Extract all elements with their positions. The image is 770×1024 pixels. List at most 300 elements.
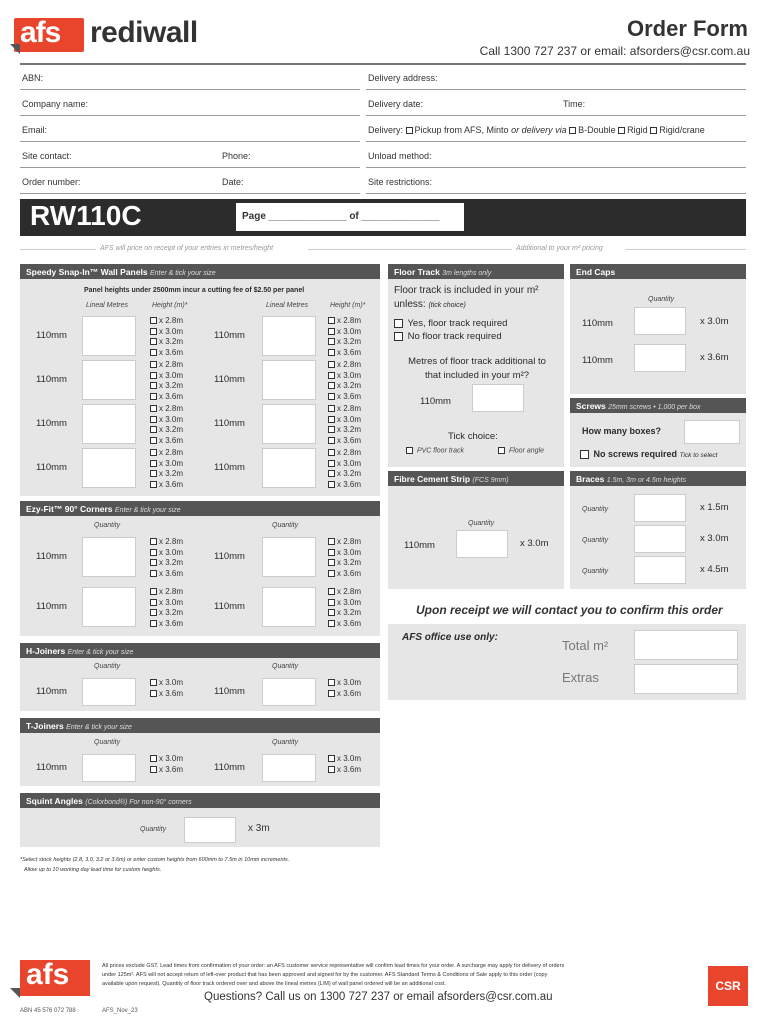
ezy-height-label: x 3.0m [159,597,184,607]
speedy-input[interactable] [262,448,316,488]
pricing-note: Additional to your m² pricing [516,245,603,252]
speedy-height-label: x 3.0m [159,326,184,336]
site-contact-field[interactable] [20,167,360,168]
bdouble-checkbox[interactable] [569,127,576,134]
ezy-height-option [328,558,361,568]
ezy-input[interactable] [82,587,136,627]
speedy-height-option [150,360,183,370]
abn-field[interactable] [20,89,360,90]
speedy-height-label: x 3.2m [337,337,362,346]
speedy-height-option [328,360,361,370]
note-line-left [20,249,96,250]
floor-yes-row [394,318,507,329]
delivery-address-field[interactable] [366,89,746,90]
speedy-height-checkbox[interactable] [328,317,335,324]
speedy-height-checkbox[interactable] [328,426,335,433]
order-number-field[interactable] [20,193,360,194]
ezy-height-label: x 3.0m [337,547,362,557]
floor-q1: Floor track is included in your m² [394,285,539,296]
ezy-input[interactable] [262,537,316,577]
ezy-qty-right: Quantity [272,522,299,529]
speedy-size: 110mm [214,462,245,473]
hj-height-option [150,689,183,699]
product-code: RW110C [30,200,142,231]
speedy-height-checkbox[interactable] [150,405,157,412]
delivery-field-line [366,141,746,142]
speedy-height-checkbox[interactable] [328,481,335,488]
speedy-height-label: x 3.2m [159,337,184,346]
squint-title: Squint Angles [26,796,83,806]
speedy-height-checkbox[interactable] [150,437,157,444]
speedy-height-label: x 3.2m [337,425,362,434]
endcaps-size-2: 110mm [582,355,613,366]
speedy-height-label: x 2.8m [159,360,184,369]
total-label: Total m² [562,638,609,653]
ezy-qty-left: Quantity [94,522,121,529]
speedy-height-label: x 3.0m [337,326,362,336]
unload-label: Unload method: [368,151,432,161]
speedy-input[interactable] [82,360,136,400]
ezy-height-checkbox[interactable] [150,549,157,556]
braces-len-3: x 4.5m [700,564,729,575]
ezy-size: 110mm [36,601,67,612]
speedy-height-option [150,459,183,469]
company-label: Company name: [22,99,89,109]
ezy-height-checkbox[interactable] [328,549,335,556]
rigidcrane-checkbox[interactable] [650,127,657,134]
speedy-height-option [328,459,361,469]
speedy-size: 110mm [214,330,245,341]
speedy-height-option [150,316,183,326]
floor-q2: unless: [394,299,426,310]
hj-title: H-Joiners [26,646,66,656]
speedy-height-checkbox[interactable] [150,361,157,368]
hj-height-label: x 3.0m [159,678,184,687]
speedy-height-checkbox[interactable] [328,338,335,345]
hj-height-label: x 3.6m [159,688,184,698]
speedy-height-checkbox[interactable] [150,317,157,324]
of-label: of [349,211,359,222]
rigidcrane-label: Rigid/crane [659,125,705,135]
ezy-height-checkbox[interactable] [328,538,335,545]
ezy-header [20,501,380,516]
hj-qty-left: Quantity [94,663,121,670]
speedy-height-checkbox[interactable] [150,382,157,389]
speedy-height-checkbox[interactable] [328,328,335,335]
ezy-height-option [328,569,361,579]
speedy-height-checkbox[interactable] [150,449,157,456]
hj-height-checkbox[interactable] [150,679,157,686]
speedy-height-option [328,348,361,358]
speedy-height-checkbox[interactable] [150,338,157,345]
speedy-height-label: x 2.8m [337,360,362,369]
speedy-height-option [328,337,361,347]
tj-height-label: x 3.0m [337,754,362,763]
speedy-height-option [150,469,183,479]
braces-hint: 1.5m, 3m or 4.5m heights [606,477,687,484]
ezy-height-label: x 3.2m [159,558,184,567]
tj-height-checkbox[interactable] [150,766,157,773]
speedy-height-option [328,425,361,435]
ezy-height-label: x 3.6m [159,618,184,628]
speedy-height-option [328,436,361,446]
office-label: AFS office use only: [402,632,498,643]
speedy-section [20,264,380,496]
extras-label: Extras [562,670,599,685]
speedy-title: Speedy Snap-In™ Wall Panels [26,267,148,277]
floor-no-row [394,331,502,342]
ezy-height-checkbox[interactable] [328,570,335,577]
speedy-height-checkbox[interactable] [150,328,157,335]
speedy-height-checkbox[interactable] [150,393,157,400]
speedy-col-lm-left: Lineal Metres [86,302,129,309]
ezy-height-option [328,619,361,629]
speedy-height-label: x 3.6m [159,479,184,489]
speedy-height-checkbox[interactable] [328,460,335,467]
ezy-title: Ezy-Fit™ 90° Corners [26,504,113,514]
endcaps-input-1[interactable] [634,307,686,335]
hj-input[interactable] [82,678,136,706]
screws-title: Screws [576,401,606,411]
ezy-input[interactable] [82,537,136,577]
hj-height-label: x 3.0m [337,678,362,687]
floor-header [388,264,564,279]
ezy-height-label: x 3.6m [159,568,184,578]
speedy-height-option [328,327,361,337]
speedy-height-checkbox[interactable] [150,426,157,433]
squint-qty-label: Quantity [140,826,167,833]
speedy-height-label: x 3.2m [159,425,184,434]
pvc-row [406,447,464,454]
speedy-height-label: x 3.6m [337,435,362,445]
footer-afs-text: afs [26,958,70,991]
ezy-height-checkbox[interactable] [328,588,335,595]
floor-no-checkbox[interactable] [394,332,403,341]
speedy-height-label: x 3.2m [159,381,184,390]
ezy-input[interactable] [262,587,316,627]
speedy-height-checkbox[interactable] [328,349,335,356]
floor-yes-checkbox[interactable] [394,319,403,328]
speedy-height-checkbox[interactable] [328,416,335,423]
speedy-height-label: x 3.6m [337,391,362,401]
no-screws-tick: Tick to select [679,452,718,459]
speedy-height-label: x 2.8m [159,404,184,413]
braces-input-1[interactable] [634,494,686,522]
braces-header [570,471,746,486]
ezy-height-label: x 3.6m [337,568,362,578]
speedy-height-option [150,436,183,446]
speedy-height-option [328,316,361,326]
braces-input-3[interactable] [634,556,686,584]
speedy-input[interactable] [262,316,316,356]
floor-metres-input[interactable] [472,384,524,412]
speedy-height-checkbox[interactable] [328,361,335,368]
ezy-height-checkbox[interactable] [328,559,335,566]
endcaps-qty-label: Quantity [648,296,675,303]
speedy-height-option [328,415,361,425]
speedy-height-option [328,392,361,402]
ezy-height-option [328,608,361,618]
endcaps-len-1: x 3.0m [700,316,729,327]
speedy-height-option [328,448,361,458]
floor-tick-choice: Tick choice: [448,431,498,442]
ezy-height-option [150,548,183,558]
footer-terms-2: under 125m². AFS will not accept return of left-over product that has been approved and signed for by the customer. AFS Standard Terms & Conditions of Sale apply to this order (copy [102,972,548,978]
delivery-date-field[interactable] [366,115,746,116]
company-field[interactable] [20,115,360,116]
ezy-height-label: x 3.0m [337,597,362,607]
speedy-height-checkbox[interactable] [150,416,157,423]
ezy-height-checkbox[interactable] [150,570,157,577]
footer-questions: Questions? Call us on 1300 727 237 or email afsorders@csr.com.au [204,991,553,1003]
tj-height-option [150,765,183,775]
ezy-height-option [328,537,361,547]
speedy-height-option [328,381,361,391]
hj-height-option [328,689,361,699]
endcaps-len-2: x 3.6m [700,352,729,363]
hj-size: 110mm [36,686,67,697]
tj-size: 110mm [214,762,245,773]
total-input[interactable] [634,630,738,660]
speedy-height-option [328,404,361,414]
speedy-height-label: x 3.6m [159,391,184,401]
tj-title: T-Joiners [26,721,64,731]
speedy-height-option [328,480,361,490]
speedy-input[interactable] [82,448,136,488]
tj-height-checkbox[interactable] [328,755,335,762]
tj-height-label: x 3.6m [159,764,184,774]
ezy-height-checkbox[interactable] [328,599,335,606]
site-contact-label: Site contact: [22,151,72,161]
speedy-height-option [150,448,183,458]
speedy-height-label: x 2.8m [337,404,362,413]
speedy-height-label: x 3.2m [337,381,362,390]
speedy-size: 110mm [214,374,245,385]
fibre-length: x 3.0m [520,538,549,549]
speedy-height-checkbox[interactable] [328,393,335,400]
ezy-height-label: x 3.2m [337,558,362,567]
footer-terms-1: All prices exclude GST. Lead times from confirmation of your order: an AFS customer service representative will confirm lead times for your order. A surcharge may apply for delivery of orders [102,963,565,969]
delivery-options [368,125,705,135]
speedy-height-label: x 3.0m [159,458,184,468]
email-label: Email: [22,125,48,135]
speedy-height-label: x 2.8m [159,448,184,457]
speedy-input[interactable] [82,404,136,444]
tj-height-label: x 3.6m [337,764,362,774]
braces-input-2[interactable] [634,525,686,553]
speedy-height-label: x 3.0m [337,370,362,380]
speedy-input[interactable] [262,360,316,400]
tj-height-label: x 3.0m [159,754,184,763]
speedy-height-checkbox[interactable] [328,372,335,379]
fibre-qty-label: Quantity [468,520,495,527]
pvc-checkbox[interactable] [406,447,413,454]
hj-input[interactable] [262,678,316,706]
speedy-height-checkbox[interactable] [150,460,157,467]
braces-qty-3: Quantity [582,568,609,575]
endcaps-input-2[interactable] [634,344,686,372]
speedy-size: 110mm [214,418,245,429]
angle-label: Floor angle [508,447,544,455]
ezy-height-label: x 2.8m [337,537,362,546]
speedy-height-checkbox[interactable] [150,470,157,477]
hj-qty-right: Quantity [272,663,299,670]
tj-height-checkbox[interactable] [150,755,157,762]
speedy-col-lm-right: Lineal Metres [266,302,309,309]
footnote-1: *Select stock heights (2.8, 3.0, 3.2 or 3.6m) or enter custom heights from 600mm to 7.5m in 10mm increments. [20,857,290,863]
speedy-height-checkbox[interactable] [328,382,335,389]
floor-size: 110mm [420,396,451,407]
tj-input[interactable] [262,754,316,782]
ezy-size: 110mm [214,601,245,612]
speedy-height-option [150,392,183,402]
no-screws-checkbox[interactable] [580,450,589,459]
unload-field[interactable] [366,167,746,168]
ezy-height-option [328,587,361,597]
fibre-header [388,471,564,486]
squint-qty-input[interactable] [184,817,236,843]
csr-logo: CSR [708,966,748,1006]
speedy-size: 110mm [36,462,67,473]
tj-height-option [150,754,183,764]
footer-terms-3: available upon request). Quantity of floor track ordered over and above the lineal metres (L/M) of wall panel ordered will be an additional cost. [102,981,446,987]
rigid-checkbox[interactable] [618,127,625,134]
ezy-height-option [150,569,183,579]
ezy-height-checkbox[interactable] [328,620,335,627]
ezy-height-checkbox[interactable] [150,559,157,566]
speedy-height-checkbox[interactable] [328,405,335,412]
tj-size: 110mm [36,762,67,773]
tj-height-checkbox[interactable] [328,766,335,773]
page-label: Page [242,211,266,222]
speedy-size: 110mm [36,330,67,341]
email-field[interactable] [20,141,360,142]
speedy-height-label: x 3.6m [159,435,184,445]
footer-logo-tail [10,988,20,998]
pickup-checkbox[interactable] [406,127,413,134]
speedy-col-h-right: Height (m)* [330,302,366,309]
rediwall-logo: rediwall [90,16,198,49]
rigid-label: Rigid [627,125,648,135]
ezy-height-label: x 3.0m [159,547,184,557]
speedy-height-option [328,371,361,381]
pvc-label: PVC floor track [416,447,465,455]
abn-label: ABN: [22,73,44,83]
floor-tick-hint: (tick choice) [428,302,466,309]
angle-row [498,447,544,454]
speedy-height-option [150,404,183,414]
page-box[interactable]: Page ______________ of ______________ [236,203,464,231]
pickup-label: Pickup from AFS, Minto [414,125,509,135]
speedy-height-option [150,371,183,381]
screws-boxes-input[interactable] [684,420,740,444]
endcaps-header [570,264,746,279]
speedy-height-option [150,327,183,337]
speedy-height-label: x 3.6m [337,479,362,489]
note-line-mid [308,249,512,250]
braces-qty-2: Quantity [582,537,609,544]
speedy-col-h-left: Height (m)* [152,302,188,309]
speedy-height-checkbox[interactable] [328,437,335,444]
speedy-height-option [150,337,183,347]
ezy-height-label: x 3.6m [337,618,362,628]
ezy-height-option [150,558,183,568]
floor-metres-1: Metres of floor track additional to [408,356,546,367]
date-label: Date: [222,177,244,187]
speedy-height-checkbox[interactable] [150,349,157,356]
speedy-height-checkbox[interactable] [150,481,157,488]
hj-header [20,643,380,658]
ezy-height-checkbox[interactable] [150,609,157,616]
speedy-height-checkbox[interactable] [328,470,335,477]
fibre-qty-input[interactable] [456,530,508,558]
fibre-hint: (FCS 9mm) [472,477,509,484]
footnote-2: Allow up to 10 working day lead time for custom heights. [24,867,162,873]
speedy-cut-note: Panel heights under 2500mm incur a cutting fee of $2.50 per panel [84,287,305,294]
phone-label: Phone: [222,151,251,161]
tj-height-option [328,754,361,764]
speedy-height-label: x 2.8m [159,316,184,325]
ezy-height-option [328,548,361,558]
speedy-height-option [328,469,361,479]
speedy-height-checkbox[interactable] [328,449,335,456]
hj-height-checkbox[interactable] [328,690,335,697]
ezy-height-checkbox[interactable] [150,538,157,545]
logo-tail [10,44,20,54]
page-title: Order Form [626,16,748,41]
ezy-height-checkbox[interactable] [150,620,157,627]
note-line-right [626,249,746,250]
extras-input[interactable] [634,664,738,694]
hj-height-checkbox[interactable] [150,690,157,697]
speedy-input[interactable] [82,316,136,356]
speedy-height-option [150,480,183,490]
ezy-height-checkbox[interactable] [150,588,157,595]
squint-hint: (Colorbond®) For non-90° corners [85,799,192,806]
tj-input[interactable] [82,754,136,782]
tj-qty-right: Quantity [272,739,299,746]
angle-checkbox[interactable] [498,447,505,454]
speedy-height-label: x 3.0m [159,414,184,424]
tj-height-option [328,765,361,775]
site-restrictions-field[interactable] [366,193,746,194]
ezy-height-option [150,598,183,608]
ezy-height-label: x 3.2m [337,608,362,617]
speedy-height-label: x 3.2m [159,469,184,478]
ezy-height-option [150,619,183,629]
speedy-height-checkbox[interactable] [150,372,157,379]
delivery-label: Delivery: [368,125,404,135]
speedy-height-option [150,415,183,425]
endcaps-title: End Caps [576,267,616,277]
ezy-height-label: x 3.2m [159,608,184,617]
ezy-height-checkbox[interactable] [328,609,335,616]
floor-metres-2: that included in your m²? [424,370,530,381]
site-restrictions-label: Site restrictions: [368,177,433,187]
speedy-input[interactable] [262,404,316,444]
header-divider [20,63,746,65]
screws-header [570,398,746,413]
speedy-size: 110mm [36,374,67,385]
speedy-header [20,264,380,279]
speedy-height-label: x 3.0m [159,370,184,380]
no-screws-row [580,449,717,459]
contact-line: Call 1300 727 237 or email: afsorders@csr.com.au [479,44,750,58]
ezy-height-option [150,587,183,597]
price-note: AFS will price on receipt of your entries in metres/height [100,245,274,252]
ezy-height-checkbox[interactable] [150,599,157,606]
hj-height-checkbox[interactable] [328,679,335,686]
